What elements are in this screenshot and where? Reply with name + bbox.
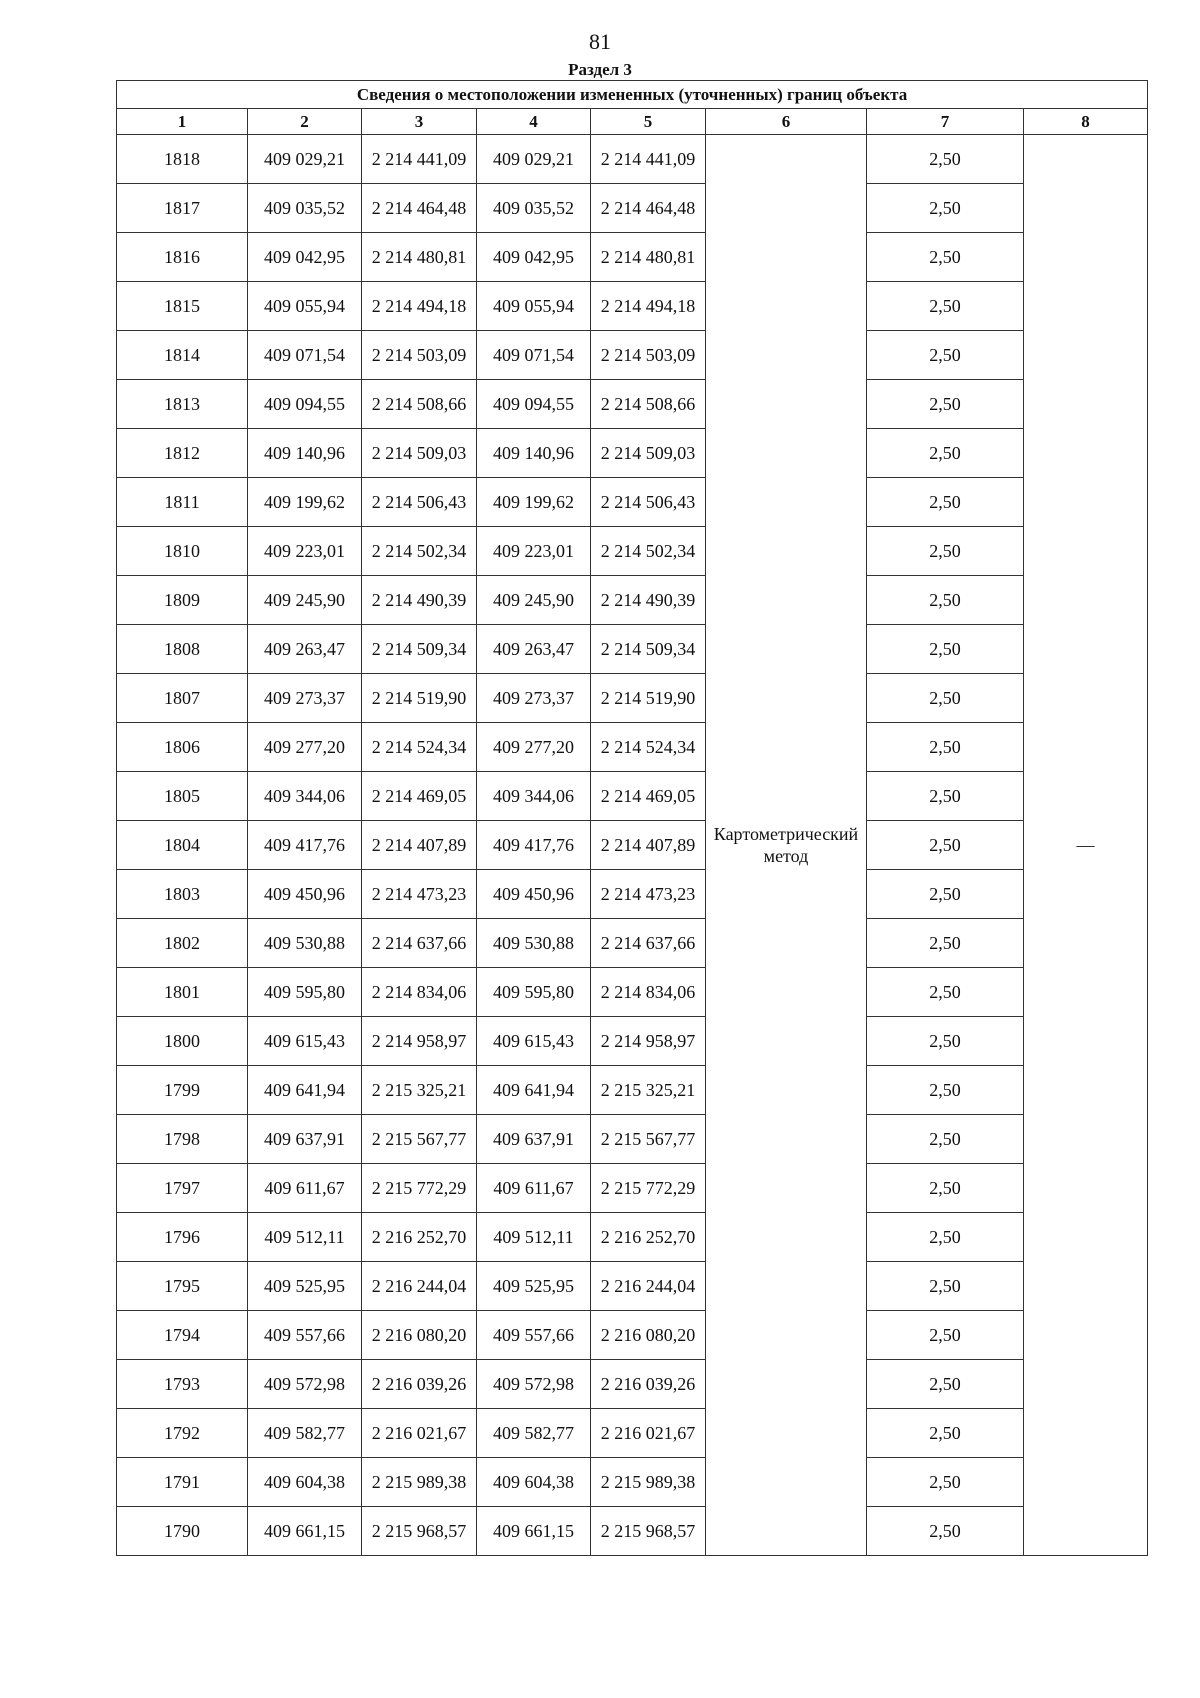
table-row	[117, 527, 1148, 576]
accuracy-cell: 2,50	[867, 527, 1024, 576]
x-new-cell: 409 417,76	[477, 821, 591, 870]
table-row	[117, 1213, 1148, 1262]
y-new-cell: 2 214 502,34	[591, 527, 706, 576]
x-existing-cell: 409 530,88	[248, 919, 362, 968]
y-new-cell: 2 214 490,39	[591, 576, 706, 625]
y-new-cell: 2 215 325,21	[591, 1066, 706, 1115]
accuracy-cell: 2,50	[867, 1458, 1024, 1507]
y-existing-cell: 2 215 567,77	[362, 1115, 477, 1164]
x-existing-cell: 409 042,95	[248, 233, 362, 282]
table-row	[117, 478, 1148, 527]
accuracy-cell: 2,50	[867, 478, 1024, 527]
point-number-cell: 1790	[117, 1507, 248, 1556]
point-number-cell: 1803	[117, 870, 248, 919]
x-new-cell: 409 582,77	[477, 1409, 591, 1458]
accuracy-cell: 2,50	[867, 1507, 1024, 1556]
y-existing-cell: 2 216 039,26	[362, 1360, 477, 1409]
y-new-cell: 2 216 252,70	[591, 1213, 706, 1262]
x-existing-cell: 409 615,43	[248, 1017, 362, 1066]
x-new-cell: 409 661,15	[477, 1507, 591, 1556]
point-number-cell: 1810	[117, 527, 248, 576]
accuracy-cell: 2,50	[867, 919, 1024, 968]
point-number-cell: 1812	[117, 429, 248, 478]
accuracy-cell: 2,50	[867, 1115, 1024, 1164]
x-existing-cell: 409 055,94	[248, 282, 362, 331]
column-number: 7	[867, 109, 1024, 135]
table-row	[117, 870, 1148, 919]
y-existing-cell: 2 214 834,06	[362, 968, 477, 1017]
table-row	[117, 1458, 1148, 1507]
x-new-cell: 409 071,54	[477, 331, 591, 380]
accuracy-cell: 2,50	[867, 870, 1024, 919]
x-existing-cell: 409 641,94	[248, 1066, 362, 1115]
point-number-cell: 1791	[117, 1458, 248, 1507]
table-row	[117, 331, 1148, 380]
table-row	[117, 1017, 1148, 1066]
point-number-cell: 1805	[117, 772, 248, 821]
x-new-cell: 409 595,80	[477, 968, 591, 1017]
x-existing-cell: 409 273,37	[248, 674, 362, 723]
x-existing-cell: 409 557,66	[248, 1311, 362, 1360]
x-existing-cell: 409 035,52	[248, 184, 362, 233]
x-new-cell: 409 530,88	[477, 919, 591, 968]
y-new-cell: 2 214 469,05	[591, 772, 706, 821]
x-new-cell: 409 273,37	[477, 674, 591, 723]
x-new-cell: 409 245,90	[477, 576, 591, 625]
y-existing-cell: 2 214 958,97	[362, 1017, 477, 1066]
point-number-cell: 1799	[117, 1066, 248, 1115]
x-new-cell: 409 223,01	[477, 527, 591, 576]
y-existing-cell: 2 214 503,09	[362, 331, 477, 380]
method-cell: Картометрический метод	[706, 135, 867, 1556]
y-new-cell: 2 214 637,66	[591, 919, 706, 968]
column-number: 1	[117, 109, 248, 135]
x-new-cell: 409 572,98	[477, 1360, 591, 1409]
point-number-cell: 1818	[117, 135, 248, 184]
accuracy-cell: 2,50	[867, 1311, 1024, 1360]
accuracy-cell: 2,50	[867, 1164, 1024, 1213]
x-existing-cell: 409 611,67	[248, 1164, 362, 1213]
point-number-cell: 1808	[117, 625, 248, 674]
y-existing-cell: 2 216 080,20	[362, 1311, 477, 1360]
y-existing-cell: 2 215 772,29	[362, 1164, 477, 1213]
point-number-cell: 1804	[117, 821, 248, 870]
x-new-cell: 409 512,11	[477, 1213, 591, 1262]
x-existing-cell: 409 525,95	[248, 1262, 362, 1311]
y-existing-cell: 2 215 325,21	[362, 1066, 477, 1115]
x-new-cell: 409 637,91	[477, 1115, 591, 1164]
y-new-cell: 2 215 968,57	[591, 1507, 706, 1556]
accuracy-cell: 2,50	[867, 429, 1024, 478]
accuracy-cell: 2,50	[867, 1213, 1024, 1262]
x-existing-cell: 409 450,96	[248, 870, 362, 919]
point-number-cell: 1793	[117, 1360, 248, 1409]
x-new-cell: 409 263,47	[477, 625, 591, 674]
table-row	[117, 282, 1148, 331]
y-new-cell: 2 215 989,38	[591, 1458, 706, 1507]
y-new-cell: 2 214 834,06	[591, 968, 706, 1017]
table-row	[117, 919, 1148, 968]
x-existing-cell: 409 595,80	[248, 968, 362, 1017]
accuracy-cell: 2,50	[867, 184, 1024, 233]
y-existing-cell: 2 214 473,23	[362, 870, 477, 919]
y-existing-cell: 2 214 524,34	[362, 723, 477, 772]
table-caption: Сведения о местоположении измененных (уточненных) границ объекта	[117, 81, 1148, 109]
accuracy-cell: 2,50	[867, 674, 1024, 723]
y-existing-cell: 2 216 021,67	[362, 1409, 477, 1458]
x-existing-cell: 409 344,06	[248, 772, 362, 821]
note-cell: —	[1024, 135, 1148, 1556]
accuracy-cell: 2,50	[867, 1360, 1024, 1409]
y-existing-cell: 2 215 968,57	[362, 1507, 477, 1556]
y-existing-cell: 2 216 244,04	[362, 1262, 477, 1311]
accuracy-cell: 2,50	[867, 282, 1024, 331]
table-row	[117, 184, 1148, 233]
point-number-cell: 1794	[117, 1311, 248, 1360]
x-new-cell: 409 199,62	[477, 478, 591, 527]
y-new-cell: 2 214 441,09	[591, 135, 706, 184]
table-row	[117, 1262, 1148, 1311]
table-row	[117, 380, 1148, 429]
y-new-cell: 2 215 567,77	[591, 1115, 706, 1164]
y-new-cell: 2 216 021,67	[591, 1409, 706, 1458]
table-row	[117, 576, 1148, 625]
table-row	[117, 674, 1148, 723]
table-row	[117, 1164, 1148, 1213]
point-number-cell: 1815	[117, 282, 248, 331]
point-number-cell: 1798	[117, 1115, 248, 1164]
y-new-cell: 2 214 494,18	[591, 282, 706, 331]
table-row	[117, 723, 1148, 772]
x-new-cell: 409 615,43	[477, 1017, 591, 1066]
y-new-cell: 2 214 508,66	[591, 380, 706, 429]
y-existing-cell: 2 214 637,66	[362, 919, 477, 968]
accuracy-cell: 2,50	[867, 723, 1024, 772]
x-new-cell: 409 042,95	[477, 233, 591, 282]
column-number: 2	[248, 109, 362, 135]
y-new-cell: 2 214 480,81	[591, 233, 706, 282]
x-new-cell: 409 641,94	[477, 1066, 591, 1115]
point-number-cell: 1801	[117, 968, 248, 1017]
page-number: 81	[589, 29, 611, 54]
accuracy-cell: 2,50	[867, 625, 1024, 674]
table-row	[117, 1507, 1148, 1556]
point-number-cell: 1797	[117, 1164, 248, 1213]
point-number-cell: 1807	[117, 674, 248, 723]
x-existing-cell: 409 071,54	[248, 331, 362, 380]
y-new-cell: 2 214 958,97	[591, 1017, 706, 1066]
y-existing-cell: 2 214 502,34	[362, 527, 477, 576]
accuracy-cell: 2,50	[867, 135, 1024, 184]
point-number-cell: 1817	[117, 184, 248, 233]
y-new-cell: 2 214 407,89	[591, 821, 706, 870]
y-existing-cell: 2 214 519,90	[362, 674, 477, 723]
column-number: 4	[477, 109, 591, 135]
table-row	[117, 772, 1148, 821]
accuracy-cell: 2,50	[867, 1066, 1024, 1115]
x-existing-cell: 409 417,76	[248, 821, 362, 870]
accuracy-cell: 2,50	[867, 1017, 1024, 1066]
accuracy-cell: 2,50	[867, 772, 1024, 821]
x-new-cell: 409 525,95	[477, 1262, 591, 1311]
y-new-cell: 2 215 772,29	[591, 1164, 706, 1213]
x-new-cell: 409 140,96	[477, 429, 591, 478]
x-existing-cell: 409 140,96	[248, 429, 362, 478]
y-new-cell: 2 214 519,90	[591, 674, 706, 723]
x-existing-cell: 409 094,55	[248, 380, 362, 429]
point-number-cell: 1816	[117, 233, 248, 282]
y-existing-cell: 2 214 506,43	[362, 478, 477, 527]
x-new-cell: 409 611,67	[477, 1164, 591, 1213]
y-new-cell: 2 216 080,20	[591, 1311, 706, 1360]
x-existing-cell: 409 245,90	[248, 576, 362, 625]
accuracy-cell: 2,50	[867, 821, 1024, 870]
y-existing-cell: 2 214 464,48	[362, 184, 477, 233]
y-existing-cell: 2 214 469,05	[362, 772, 477, 821]
point-number-cell: 1806	[117, 723, 248, 772]
point-number-cell: 1802	[117, 919, 248, 968]
column-number-row	[117, 109, 1148, 135]
y-existing-cell: 2 214 509,34	[362, 625, 477, 674]
y-existing-cell: 2 214 441,09	[362, 135, 477, 184]
y-existing-cell: 2 214 508,66	[362, 380, 477, 429]
accuracy-cell: 2,50	[867, 380, 1024, 429]
x-existing-cell: 409 277,20	[248, 723, 362, 772]
y-existing-cell: 2 214 480,81	[362, 233, 477, 282]
x-new-cell: 409 557,66	[477, 1311, 591, 1360]
table-row	[117, 429, 1148, 478]
y-new-cell: 2 214 503,09	[591, 331, 706, 380]
column-number: 8	[1024, 109, 1148, 135]
y-new-cell: 2 214 506,43	[591, 478, 706, 527]
point-number-cell: 1792	[117, 1409, 248, 1458]
table-body	[117, 135, 1148, 1556]
x-new-cell: 409 035,52	[477, 184, 591, 233]
table-row	[117, 1115, 1148, 1164]
accuracy-cell: 2,50	[867, 331, 1024, 380]
column-number: 3	[362, 109, 477, 135]
y-existing-cell: 2 214 407,89	[362, 821, 477, 870]
x-existing-cell: 409 263,47	[248, 625, 362, 674]
x-existing-cell: 409 572,98	[248, 1360, 362, 1409]
x-existing-cell: 409 223,01	[248, 527, 362, 576]
y-new-cell: 2 216 244,04	[591, 1262, 706, 1311]
x-existing-cell: 409 661,15	[248, 1507, 362, 1556]
x-existing-cell: 409 512,11	[248, 1213, 362, 1262]
table-row	[117, 821, 1148, 870]
x-existing-cell: 409 029,21	[248, 135, 362, 184]
table-row	[117, 1311, 1148, 1360]
y-new-cell: 2 214 473,23	[591, 870, 706, 919]
x-new-cell: 409 055,94	[477, 282, 591, 331]
y-existing-cell: 2 216 252,70	[362, 1213, 477, 1262]
y-existing-cell: 2 214 494,18	[362, 282, 477, 331]
table-row	[117, 968, 1148, 1017]
x-existing-cell: 409 604,38	[248, 1458, 362, 1507]
x-existing-cell: 409 637,91	[248, 1115, 362, 1164]
y-new-cell: 2 216 039,26	[591, 1360, 706, 1409]
x-new-cell: 409 277,20	[477, 723, 591, 772]
column-number: 5	[591, 109, 706, 135]
y-existing-cell: 2 214 490,39	[362, 576, 477, 625]
y-new-cell: 2 214 509,03	[591, 429, 706, 478]
accuracy-cell: 2,50	[867, 1409, 1024, 1458]
y-existing-cell: 2 215 989,38	[362, 1458, 477, 1507]
table-row	[117, 233, 1148, 282]
section-title: Раздел 3	[568, 60, 632, 79]
table-row	[117, 625, 1148, 674]
point-number-cell: 1813	[117, 380, 248, 429]
column-number: 6	[706, 109, 867, 135]
point-number-cell: 1811	[117, 478, 248, 527]
x-new-cell: 409 450,96	[477, 870, 591, 919]
point-number-cell: 1795	[117, 1262, 248, 1311]
boundary-coordinates-table	[116, 80, 1148, 1556]
x-new-cell: 409 344,06	[477, 772, 591, 821]
point-number-cell: 1800	[117, 1017, 248, 1066]
accuracy-cell: 2,50	[867, 968, 1024, 1017]
x-existing-cell: 409 199,62	[248, 478, 362, 527]
table-row	[117, 1360, 1148, 1409]
accuracy-cell: 2,50	[867, 233, 1024, 282]
point-number-cell: 1809	[117, 576, 248, 625]
accuracy-cell: 2,50	[867, 576, 1024, 625]
y-new-cell: 2 214 509,34	[591, 625, 706, 674]
accuracy-cell: 2,50	[867, 1262, 1024, 1311]
y-new-cell: 2 214 464,48	[591, 184, 706, 233]
point-number-cell: 1814	[117, 331, 248, 380]
y-existing-cell: 2 214 509,03	[362, 429, 477, 478]
y-new-cell: 2 214 524,34	[591, 723, 706, 772]
table-row	[117, 135, 1148, 184]
x-existing-cell: 409 582,77	[248, 1409, 362, 1458]
table-row	[117, 1066, 1148, 1115]
table-row	[117, 1409, 1148, 1458]
point-number-cell: 1796	[117, 1213, 248, 1262]
x-new-cell: 409 029,21	[477, 135, 591, 184]
x-new-cell: 409 604,38	[477, 1458, 591, 1507]
x-new-cell: 409 094,55	[477, 380, 591, 429]
